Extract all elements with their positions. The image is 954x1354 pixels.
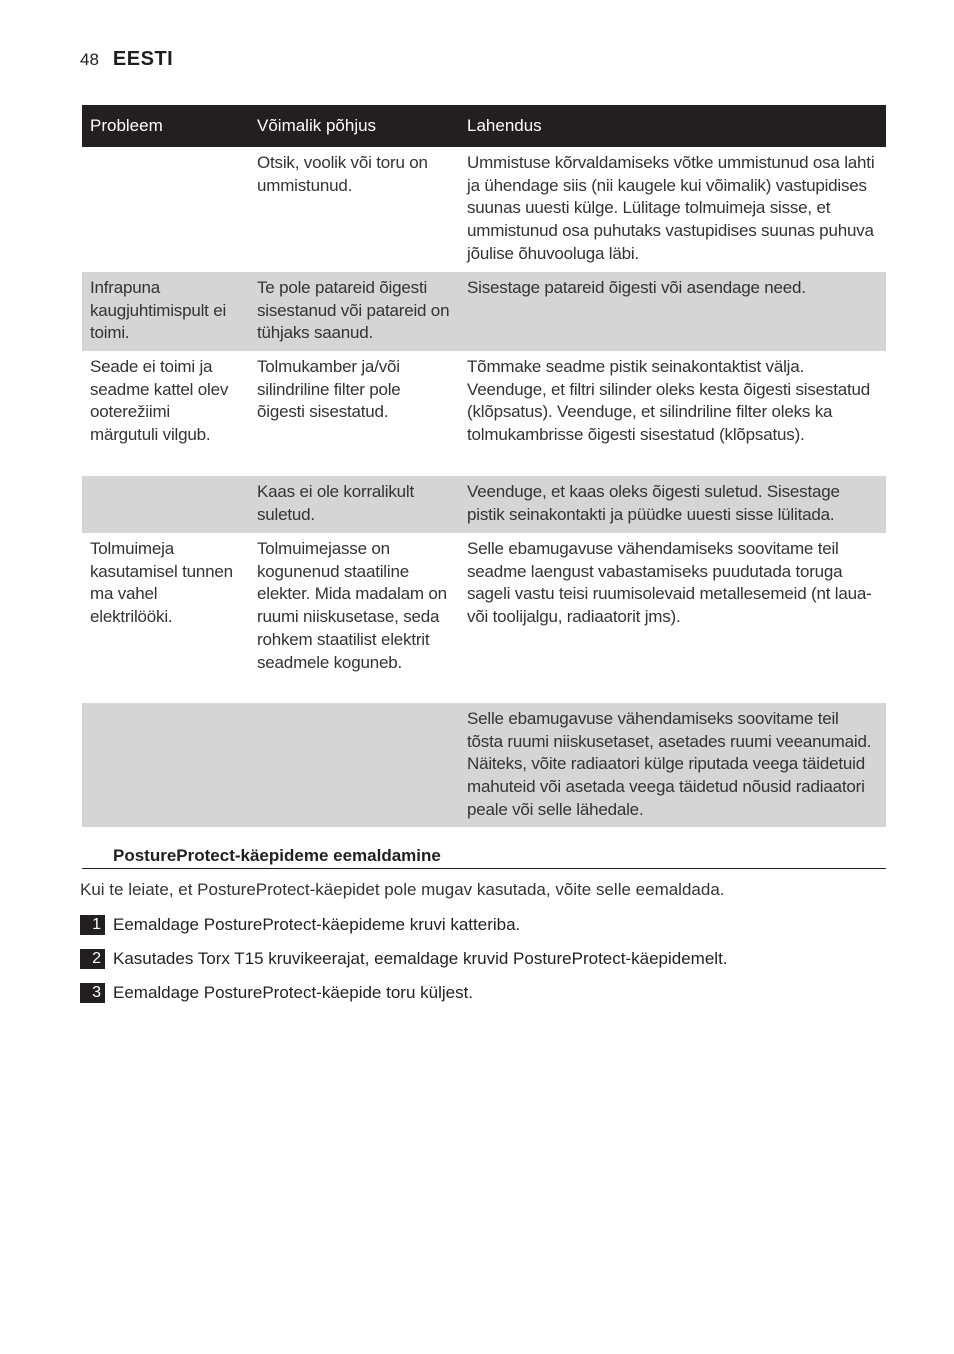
cell-problem bbox=[82, 703, 249, 827]
troubleshooting-table bbox=[82, 105, 886, 827]
table-header-row bbox=[82, 105, 886, 147]
language-title: EESTI bbox=[112, 48, 174, 70]
cell-solution: Sisestage patareid õigesti või asendage need. bbox=[459, 272, 886, 351]
cell-solution: Ummistuse kõrvaldamiseks võtke ummistunud osa lahti ja ühendage siis (nii kaugele kui võimalik) vastupidises suunas uuesti külge. Lülitage tolmuimeja sisse, et ummistunud osa puhutaks vastupidises suunas puhuva jõulise õhuvooluga läbi. bbox=[467, 153, 875, 263]
step-text: Eemaldage PostureProtect-käepideme kruvi katteriba. bbox=[113, 915, 521, 934]
cell-solution: Veenduge, et kaas oleks õigesti suletud. Sisestage pistik seinakontakti ja püüdke uuesti sisse lülitada. bbox=[459, 476, 886, 533]
table-row bbox=[82, 272, 886, 351]
cell-problem: Infrapuna kaugjuhtimispult ei toimi. bbox=[82, 272, 249, 351]
cell-solution: Tõmmake seadme pistik seinakontaktist välja. Veenduge, et filtri silinder oleks kesta õigesti sisestatud (klõpsatus). Veenduge, et silindriline filter oleks ka tolmukambrisse õigesti sisestatud (klõpsatus). bbox=[467, 357, 871, 445]
cell-cause: Tolmuimejasse on kogunenud staatiline elekter. Mida madalam on ruumi niiskusetase, seda rohkem staatilist elektrit seadmele koguneb. bbox=[257, 539, 447, 672]
table-row bbox=[82, 703, 886, 827]
cell-cause: Otsik, voolik või toru on ummistunud. bbox=[257, 153, 428, 195]
step-item bbox=[80, 915, 520, 935]
cell-problem: Seade ei toimi ja seadme kattel olev ooterežiimi märgutuli vilgub. bbox=[90, 357, 229, 445]
page-number: 48 bbox=[80, 50, 99, 69]
cell-cause: Kaas ei ole korralikult suletud. bbox=[249, 476, 459, 533]
table-row bbox=[82, 147, 886, 272]
step-number: 1 bbox=[80, 915, 105, 935]
cell-problem: Tolmuimeja kasutamisel tunnen ma vahel elektrilööki. bbox=[90, 539, 233, 627]
cell-problem bbox=[82, 476, 249, 533]
step-text: Kasutades Torx T15 kruvikeerajat, eemaldage kruvid PostureProtect-käepidemelt. bbox=[113, 949, 728, 968]
column-header-solution: Lahendus bbox=[459, 105, 886, 147]
cell-solution: Selle ebamugavuse vähendamiseks soovitame teil tõsta ruumi niiskusetaset, asetades ruumi veeanumaid. Näiteks, võite radiaatori külge riputada veega täidetuid mahuteid või asetada veega täidetud nõusid radiaatori peale või selle lähedale. bbox=[459, 703, 886, 827]
cell-cause: Tolmukamber ja/või silindriline filter pole õigesti sisestatud. bbox=[257, 357, 401, 422]
section-intro: Kui te leiate, et PostureProtect-käepidet pole mugav kasutada, võite selle eemaldada. bbox=[80, 880, 725, 899]
cell-solution: Selle ebamugavuse vähendamiseks soovitame teil seadme laengust vabastamiseks puudutada toruga sageli vastu teisi ruumisolevaid metallesemeid (nt laua- või toolijalgu, radiaatorit jms). bbox=[467, 539, 872, 627]
step-item bbox=[80, 983, 473, 1003]
section-heading: PostureProtect-käepideme eemaldamine bbox=[82, 846, 886, 869]
step-number: 3 bbox=[80, 983, 105, 1003]
cell-problem bbox=[82, 147, 249, 272]
table-row bbox=[82, 533, 886, 703]
table-row bbox=[82, 351, 886, 476]
step-number: 2 bbox=[80, 949, 105, 969]
step-item bbox=[80, 949, 728, 969]
step-text: Eemaldage PostureProtect-käepide toru küljest. bbox=[113, 983, 474, 1002]
cell-cause: Te pole patareid õigesti sisestanud või patareid on tühjaks saanud. bbox=[249, 272, 459, 351]
table-row bbox=[82, 476, 886, 533]
page-header bbox=[80, 48, 173, 71]
column-header-problem: Probleem bbox=[82, 105, 249, 147]
cell-cause bbox=[249, 703, 459, 827]
column-header-cause: Võimalik põhjus bbox=[249, 105, 459, 147]
